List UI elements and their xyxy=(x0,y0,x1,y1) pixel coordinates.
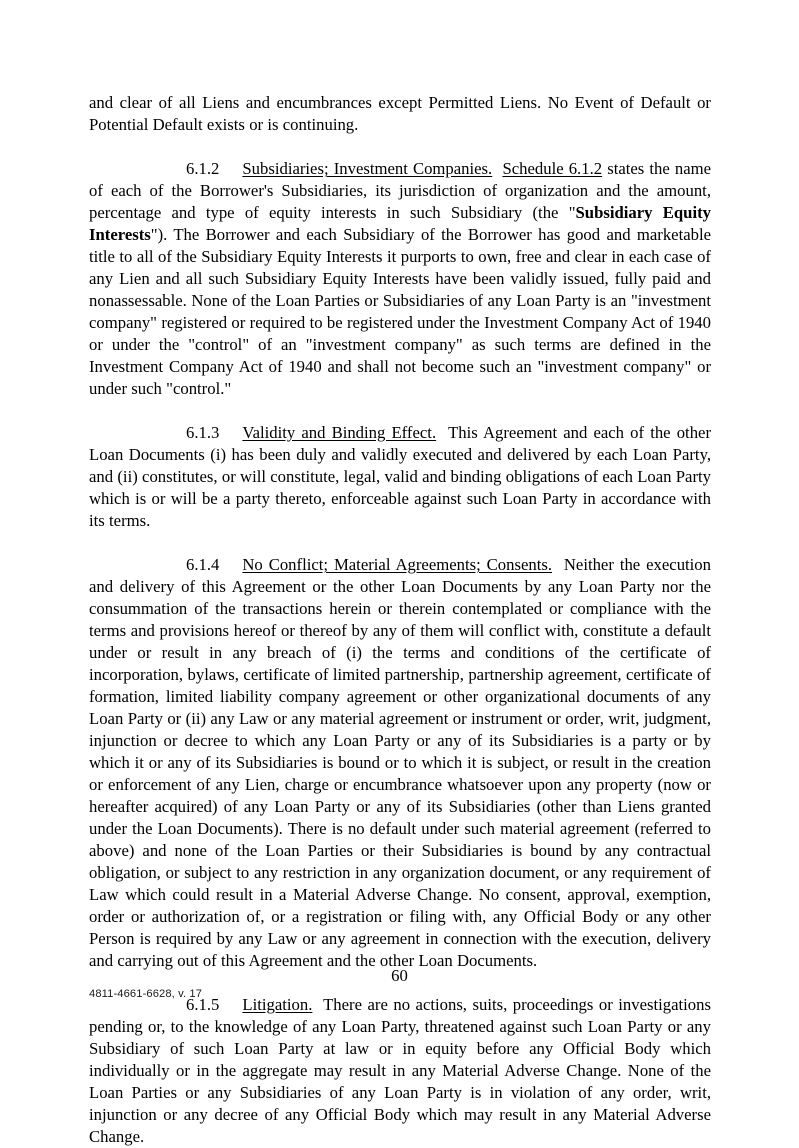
section-number-6-1-5: 6.1.5 xyxy=(186,995,220,1014)
paragraph-continued xyxy=(89,92,711,136)
schedule-reference-6-1-2: Schedule 6.1.2 xyxy=(502,159,603,178)
paragraph-continued-text: and clear of all Liens and encumbrances except Permitted Liens. No Event of Default or Potential Default exists or is continuing. xyxy=(89,93,711,134)
section-text-6-1-2-b: "). The Borrower and each Subsidiary of the Borrower has good and marketable title to all of the Subsidiary Equity Interests it purports to own, free and clear in each case of any Lien and all such Subsidiary Equity Interests have been validly issued, fully paid and nonassessable. None of the Loan Parties or Subsidiaries of any Loan Party is an "investment company" registered or required to be registered under the Investment Company Act of 1940 or under the "control" of an "investment company" as such terms are defined in the Investment Company Act of 1940 and shall not become such an "investment company" or under such "control." xyxy=(89,225,711,398)
section-text-6-1-3: This Agreement and each of the other Loan Documents (i) has been duly and validly executed and delivered by each Loan Party, and (ii) constitutes, or will constitute, legal, valid and binding obligations of each Loan Party which is or will be a party thereto, enforceable against such Loan Party in accordance with its terms. xyxy=(89,423,712,530)
section-text-6-1-5: There are no actions, suits, proceedings or investigations pending or, to the knowledge of any Loan Party, threatened against such Loan Party or any Subsidiary of such Loan Party at law or in equity before any Official Body which individually or in the aggregate may result in any Material Adverse Change. None of the Loan Parties or any Subsidiaries of any Loan Party is in violation of any order, writ, injunction or any decree of any Official Body which may result in any Material Adverse Change. xyxy=(89,995,711,1146)
section-heading-6-1-5: Litigation. xyxy=(242,995,313,1014)
page-number-footer: 60 xyxy=(391,966,408,985)
section-number-6-1-4: 6.1.4 xyxy=(186,555,220,574)
section-text-6-1-2-a: states the name of each of the Borrower's Subsidiaries, its jurisdiction of organization and the amount, percentage and type of equity interests in such Subsidiary (the " xyxy=(89,159,712,222)
section-6-1-4 xyxy=(89,554,711,972)
document-id-footer: 4811-4661-6628, v. 17 xyxy=(89,988,203,1000)
defined-term-subsidiary-equity-interests: Subsidiary Equity Interests xyxy=(89,203,711,244)
section-heading-6-1-4: No Conflict; Material Agreements; Consents. xyxy=(242,555,553,574)
section-6-1-3 xyxy=(89,422,711,532)
section-heading-6-1-3: Validity and Binding Effect. xyxy=(242,423,437,442)
section-6-1-5 xyxy=(89,994,711,1148)
section-text-6-1-4: Neither the execution and delivery of this Agreement or the other Loan Documents by any Loan Party nor the consummation of the transactions herein or therein contemplated or compliance with the terms and provisions hereof or thereof by any of them will conflict with, constitute a default under or result in any breach of (i) the terms and conditions of the certificate of incorporation, bylaws, certificate of limited partnership, partnership agreement, certificate of formation, limited liability company agreement or other organizational documents of any Loan Party or (ii) any Law or any material agreement or instrument or order, writ, judgment, injunction or decree to which any Loan Party or any of its Subsidiaries is a party or by which it or any of its Subsidiaries is bound or to which it is subject, or result in the creation or enforcement of any Lien, charge or encumbrance whatsoever upon any property (now or hereafter acquired) of any Loan Party or any of its Subsidiaries (other than Liens granted under the Loan Documents). There is no default under such material agreement (referred to above) and none of the Loan Parties or their Subsidiaries is bound by any contractual obligation, or subject to any restriction in any organization document, or any requirement of Law which could result in a Material Adverse Change. No consent, approval, exemption, order or authorization of, or a registration or filing with, any Official Body or any other Person is required by any Law or any agreement in connection with the execution, delivery and carrying out of this Agreement and the other Loan Documents. xyxy=(89,555,711,970)
section-6-1-2 xyxy=(89,158,711,400)
section-number-6-1-2: 6.1.2 xyxy=(186,159,220,178)
section-heading-6-1-2: Subsidiaries; Investment Companies. xyxy=(242,159,493,178)
section-number-6-1-3: 6.1.3 xyxy=(186,423,220,442)
